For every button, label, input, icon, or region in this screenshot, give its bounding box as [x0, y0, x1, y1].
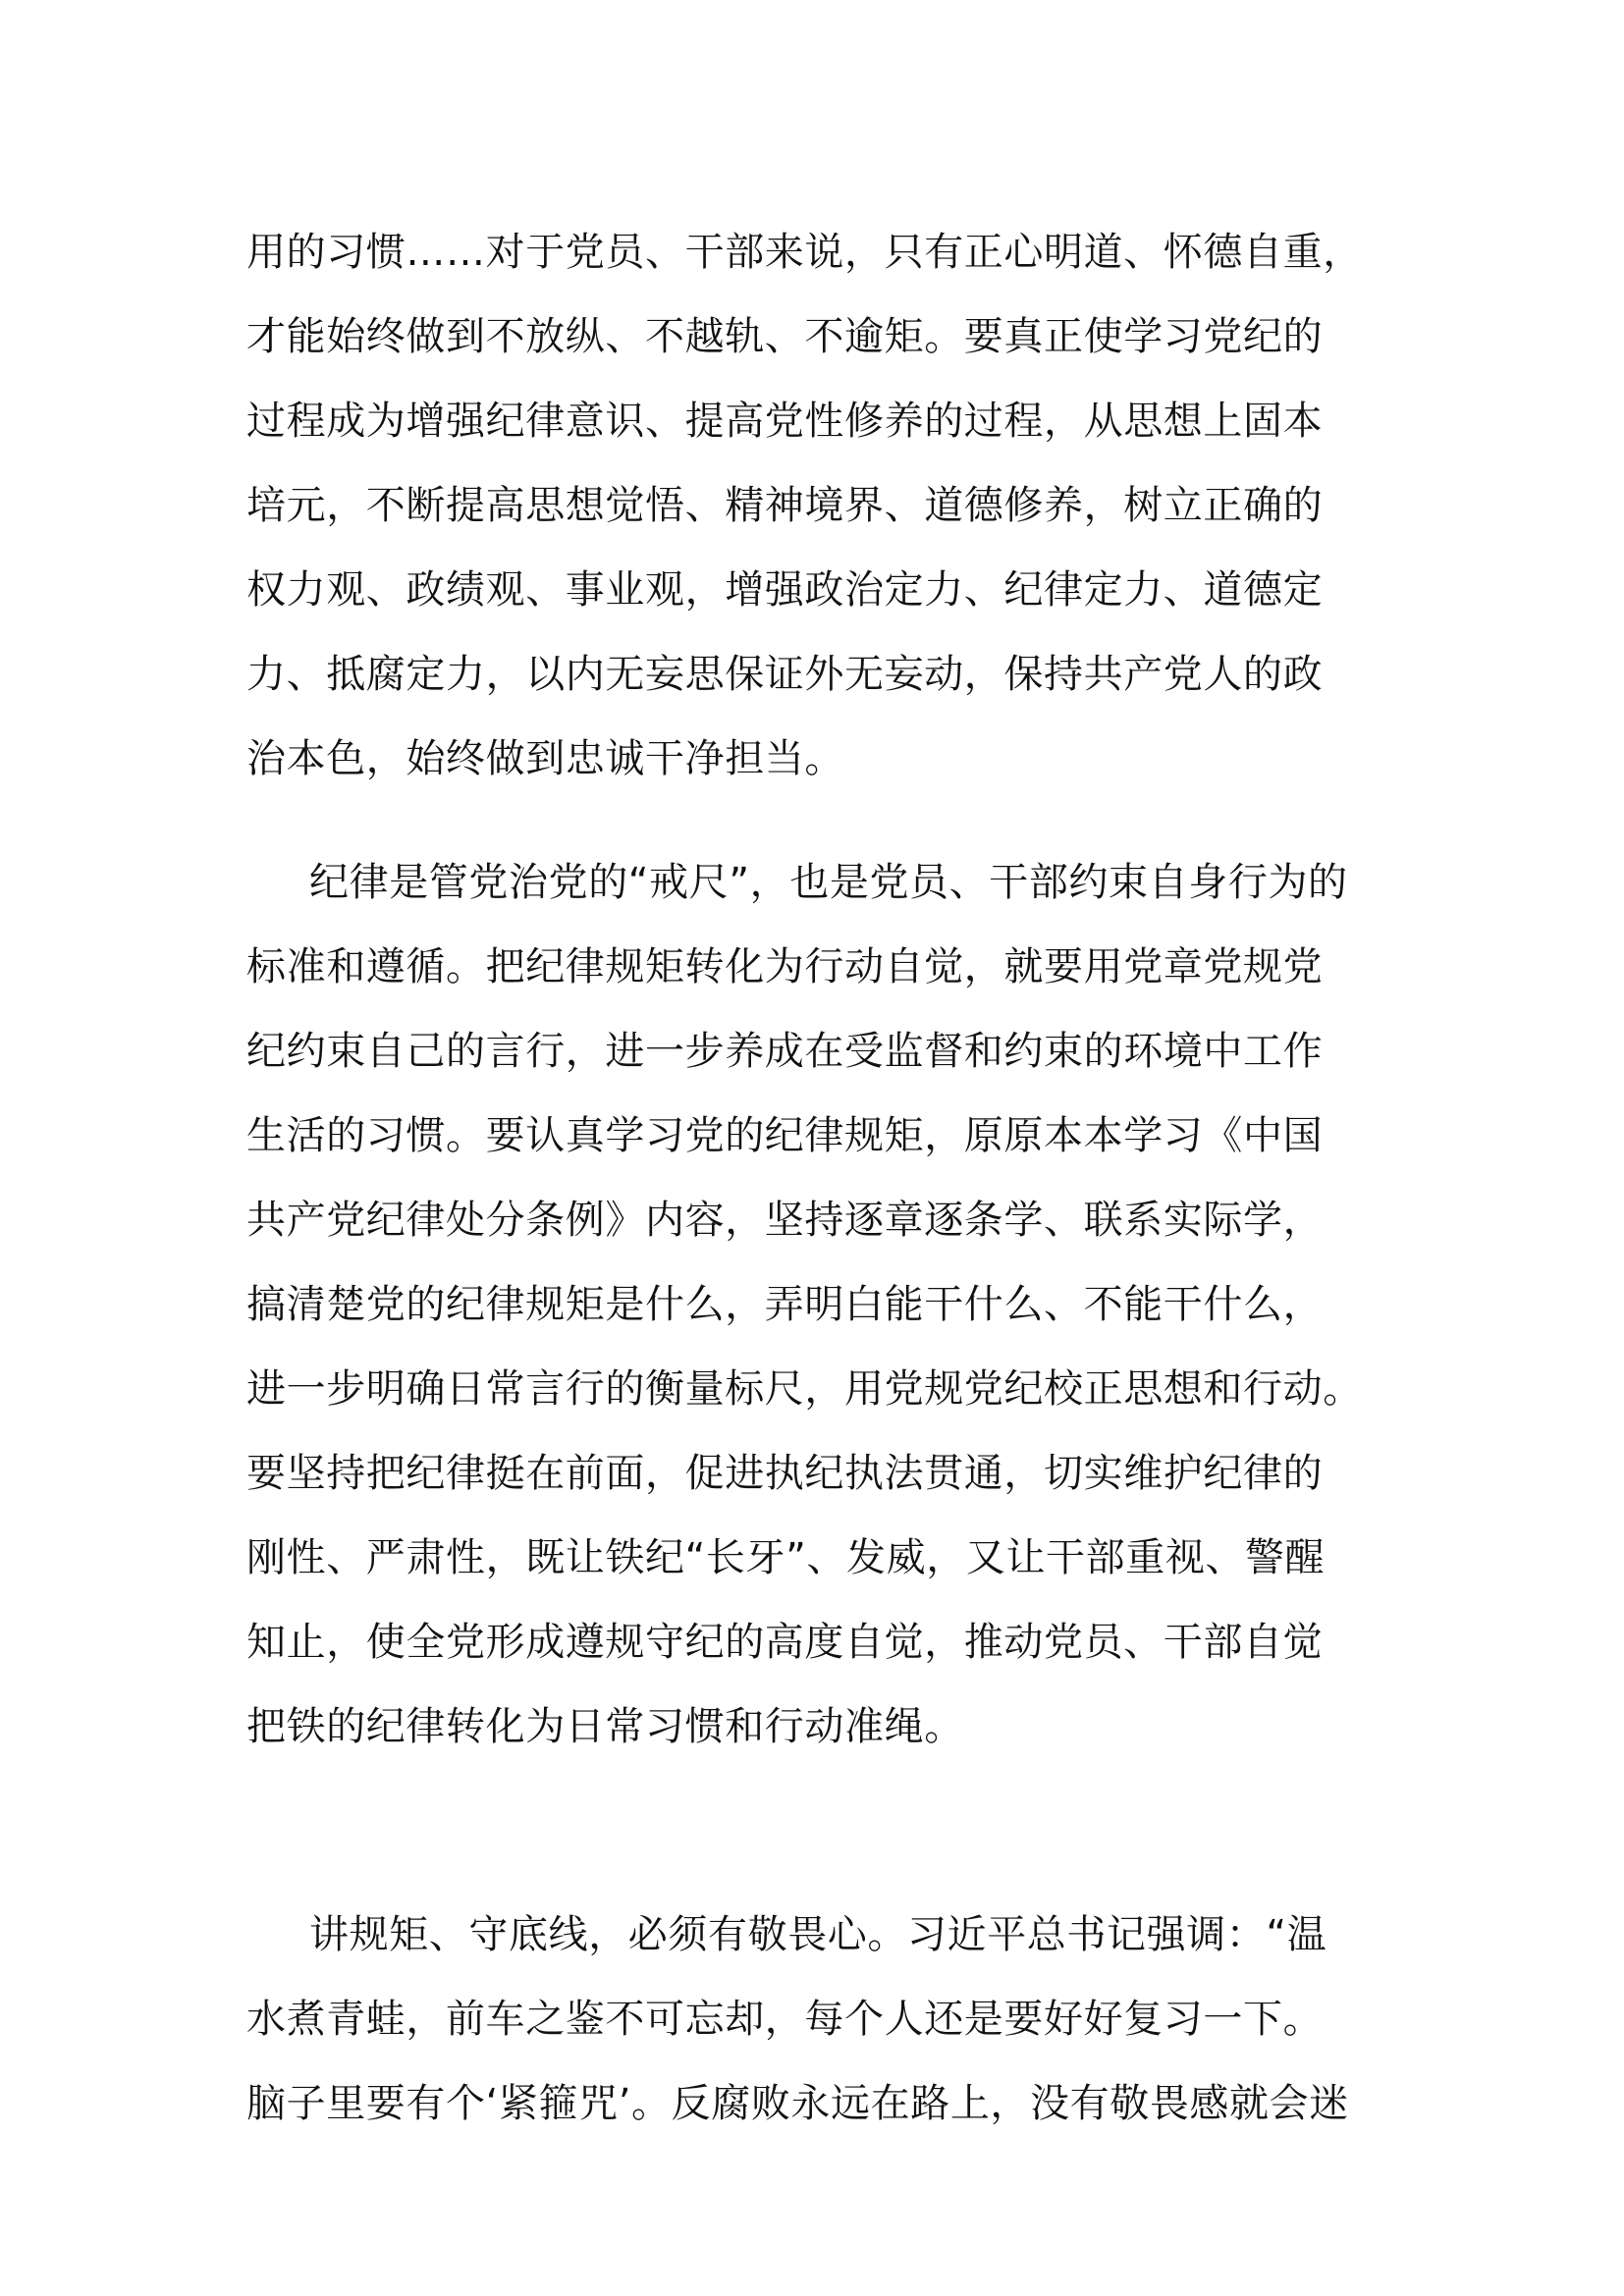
text-line: 力、抵腐定力，以内无妄思保证外无妄动，保持共产党人的政 — [246, 652, 1324, 697]
text-line: 知止，使全党形成遵规守纪的高度自觉，推动党员、干部自觉 — [246, 1620, 1324, 1665]
text-line: 把铁的纪律转化为日常习惯和行动准绳。 — [246, 1704, 964, 1749]
text-line: 生活的习惯。要认真学习党的纪律规矩，原原本本学习《中国 — [246, 1113, 1324, 1158]
paragraph-2 — [246, 840, 1405, 1853]
text-line: 纪约束自己的言行，进一步养成在受监督和约束的环境中工作 — [246, 1029, 1324, 1074]
text-line: 脑子里要有个‘紧箍咒’。反腐败永远在路上，没有敬畏感就会迷 — [246, 2081, 1349, 2126]
text-line: 讲规矩、守底线，必须有敬畏心。习近平总书记强调：“温 — [309, 1912, 1327, 1957]
text-line: 培元，不断提高思想觉悟、精神境界、道德修养，树立正确的 — [246, 483, 1324, 528]
text-line: 要坚持把纪律挺在前面，促进执纪执法贯通，切实维护纪律的 — [246, 1451, 1324, 1496]
paragraph-1 — [246, 210, 1405, 801]
text-line: 进一步明确日常言行的衡量标尺，用党规党纪校正思想和行动。 — [246, 1366, 1363, 1412]
text-line: 用的习惯……对于党员、干部来说，只有正心明道、怀德自重， — [246, 230, 1363, 275]
text-line: 纪律是管党治党的“戒尺”，也是党员、干部约束自身行为的 — [309, 860, 1348, 905]
text-line: 权力观、政绩观、事业观，增强政治定力、纪律定力、道德定 — [246, 567, 1324, 613]
document-body — [246, 210, 1405, 2146]
text-line: 刚性、严肃性，既让铁纪“长牙”、发威，又让干部重视、警醒 — [246, 1535, 1326, 1580]
paragraph-3 — [246, 1893, 1405, 2146]
text-line: 水煮青蛙，前车之鉴不可忘却，每个人还是要好好复习一下。 — [246, 1997, 1324, 2042]
text-line — [246, 1769, 1405, 1853]
text-line: 搞清楚党的纪律规矩是什么，弄明白能干什么、不能干什么， — [246, 1282, 1324, 1327]
text-line: 标准和遵循。把纪律规矩转化为行动自觉，就要用党章党规党 — [246, 944, 1324, 989]
text-line: 治本色，始终做到忠诚干净担当。 — [246, 736, 844, 781]
text-line: 过程成为增强纪律意识、提高党性修养的过程，从思想上固本 — [246, 399, 1324, 444]
text-line: 共产党纪律处分条例》内容，坚持逐章逐条学、联系实际学， — [246, 1198, 1324, 1243]
text-line: 才能始终做到不放纵、不越轨、不逾矩。要真正使学习党纪的 — [246, 314, 1324, 359]
